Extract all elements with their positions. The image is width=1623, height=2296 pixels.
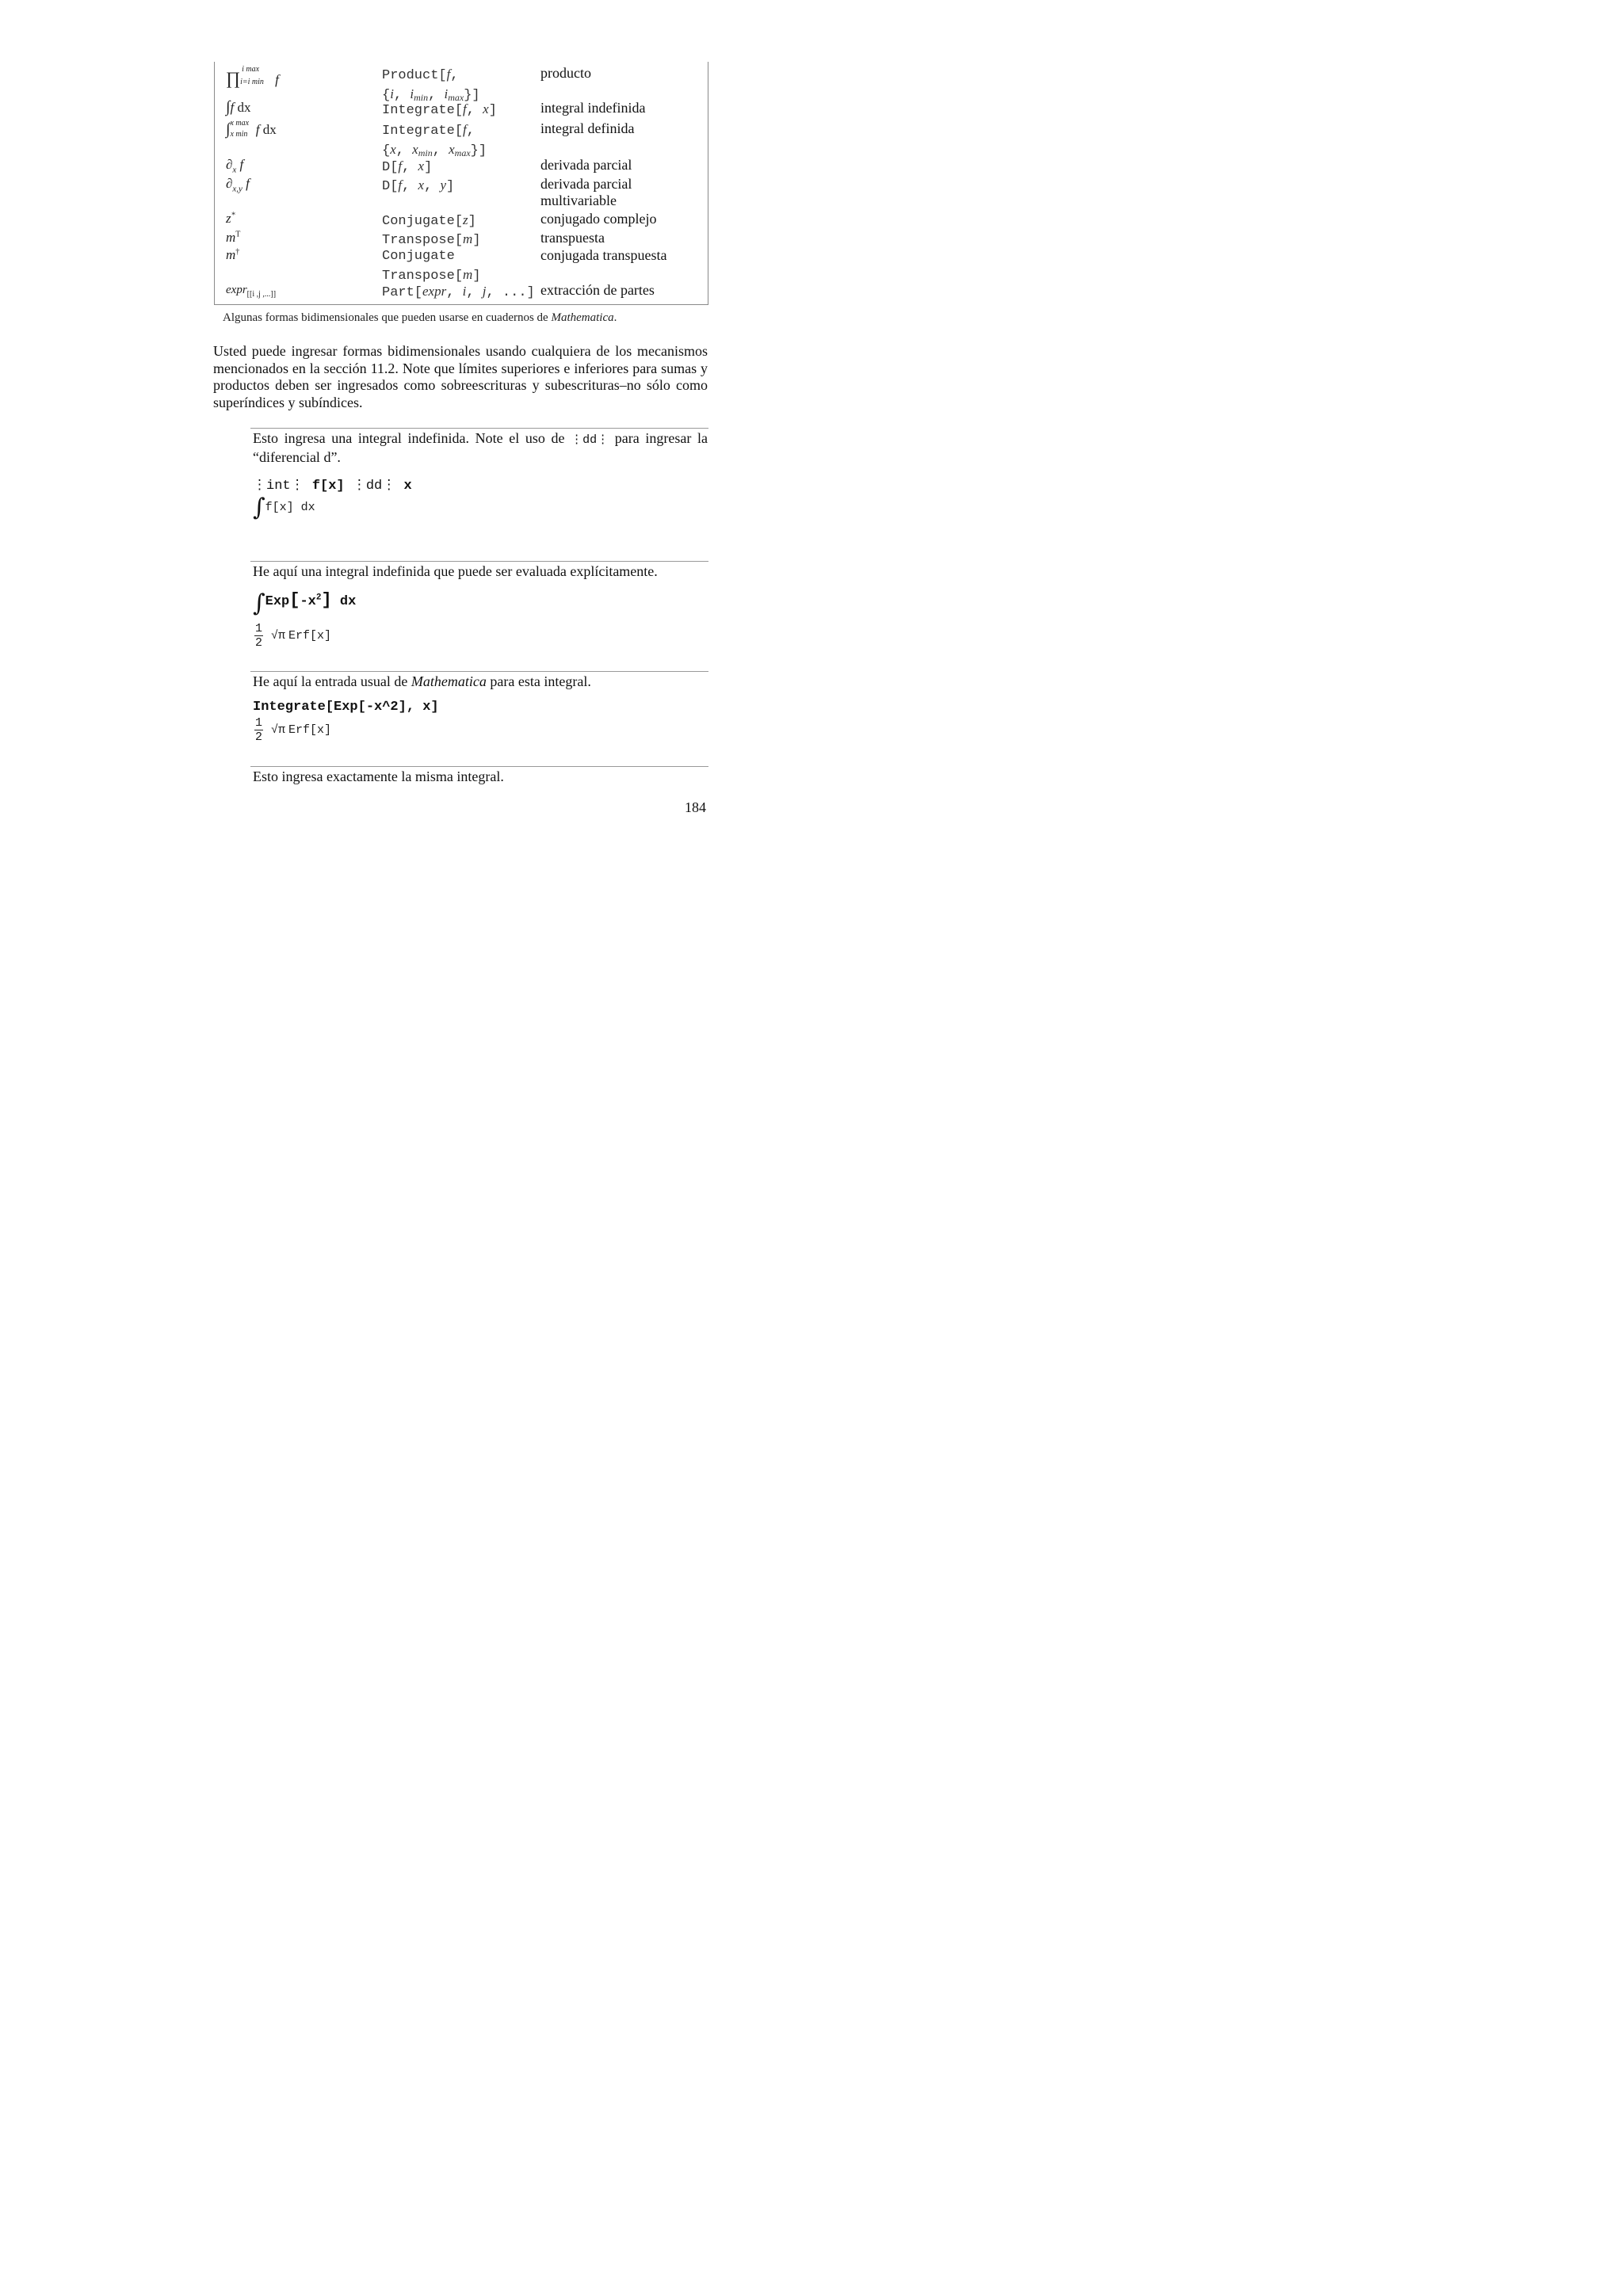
conjugate-form: z* [226,211,235,226]
command-cell [382,176,454,196]
command-cell [382,282,535,302]
section-divider [250,671,708,672]
description-cell: integral indefinida [540,100,646,116]
description-cell: conjugada transpuesta [540,247,667,263]
integral-lower: x min [230,130,248,139]
description-cell: derivada parcial multivariable [540,176,632,208]
command-line: {i, $i_{min}$, $i_{max}$}] [382,86,480,103]
note-text: He aquí una integral indefinida que puede ser evaluada explícitamente. [253,563,658,579]
command-line: Integrate[f, [382,122,475,139]
output-cell: $\frac{1}{2}$ √π Erf[x] [255,622,332,650]
description-cell: conjugado complejo [540,211,657,227]
command-line: {x, $x_{min}$, $x_{max}$}] [382,142,487,158]
command-cell [382,100,497,120]
command-line: Part[expr, i, j, ...] [382,284,535,300]
conjugate-transpose-form: m† [226,247,240,262]
product-form: ∏ i max i=i min f [226,65,279,88]
section-divider [250,428,708,429]
forms-table [214,62,708,305]
note-text: He aquí la entrada usual de Mathematica para esta integral. [253,673,591,689]
command-cell [382,247,481,285]
description-cell: extracción de partes [540,282,655,298]
command-line: Conjugate[z] [382,212,476,229]
page-number: 184 [685,799,706,815]
table-caption: Algunas formas bidimensionales que pueden usarse en cuadernos de Mathematica. [223,311,617,324]
input-cell: Integrate[Exp[-x^2], x] [253,700,439,715]
description-cell: derivada parcial [540,157,632,173]
output-cell: ∫f[x] dx [253,494,315,521]
definite-integral-form: ∫ x max x min f dx [226,119,277,139]
section-divider [250,766,708,767]
note-text: Esto ingresa exactamente la misma integral. [253,769,504,784]
description-cell: producto [540,65,591,81]
body-paragraph: Usted puede ingresar formas bidimensionales usando cualquiera de los mecanismos mencionados en la sección 11.2. Note que límites superiores e inferiores para sumas y productos deben ser ingresados como sobreescrituras y subescrituras–no sólo como superíndices y subíndices. [213,343,708,410]
command-line: Conjugate [382,249,455,264]
output-cell: $\frac{1}{2}$ √π Erf[x] [255,716,332,744]
command-line: Integrate[f, x] [382,101,497,118]
description-cell: integral definida [540,120,635,136]
input-cell: $\int Exp[-x^2]$ dx [253,589,357,617]
description-cell: transpuesta [540,230,605,246]
command-line: Product[f, [382,67,459,83]
multivariable-derivative-form: $\partial_{x,y}$ f [226,176,250,194]
partial-derivative-form: $\partial_x$ f [226,157,244,175]
command-cell [382,157,432,177]
part-form: expr$_{[[i ,j ,...]]}$ [226,284,277,299]
product-upper: i max [242,65,260,74]
command-line: Transpose[m] [382,267,481,284]
product-lower: i=i min [240,78,264,86]
integral-form: ∫f dx [226,98,251,116]
command-cell [382,211,476,231]
transpose-form: $m^T$ [226,230,241,245]
note-text: Esto ingresa una integral indefinida. Note el uso de ⋮dd⋮ para ingresar la “diferencial d”. [253,430,708,465]
command-line: Transpose[m] [382,231,481,248]
command-line: D[f, x] [382,158,433,175]
section-divider [250,561,708,562]
input-cell: ⋮int⋮ f[x] ⋮dd⋮ x [253,479,412,494]
command-line: D[f, x, y] [382,177,455,194]
integral-upper: x max [230,119,250,128]
